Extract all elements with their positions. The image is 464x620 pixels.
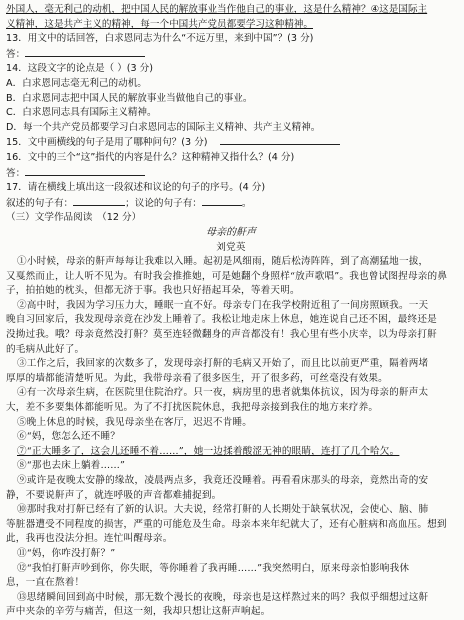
paragraph-5: ⑤晚上休息的时候，我见母亲坐在客厅，迟迟不肯睡。 xyxy=(17,416,253,428)
answer-label: 答： xyxy=(6,167,26,179)
argument-label: ；议论的句子有： xyxy=(125,197,202,209)
paragraph-9-line: 静，不要说鼾声了，就连呼吸的声音都难捕捉到。 xyxy=(6,489,222,501)
answer-blank[interactable] xyxy=(25,47,145,57)
question-17-blanks xyxy=(6,196,456,212)
narrative-label: 叙述的句子有： xyxy=(6,197,74,209)
question-17: 17．请在横线上填出这一段叙述和议论的句子的序号。(4 分) xyxy=(6,182,266,194)
passage-title: 母亲的鼾声 xyxy=(206,226,256,238)
question-16: 16．文中的三个“这”指代的内容是什么？这种精神又指什么？(4 分) xyxy=(6,151,295,163)
text-line: 义精神，这是共产主义的精神，每一个中国共产党员都要学习这种精神。 xyxy=(6,18,313,30)
paragraph-10-line: 此，我再也没法分担。连忙叫醒母亲。 xyxy=(6,533,173,545)
option-a: A．白求恩同志毫无利己的动机。 xyxy=(6,77,147,89)
period: 。 xyxy=(241,197,252,209)
text-line xyxy=(6,3,456,18)
paragraph-10-line: 等脏器遭受不同程度的损害，严重的可能危及生命。母亲本来年纪就大了，还有心脏病和高血压。想到 xyxy=(6,518,447,530)
option-b: B．白求恩同志把中国人民的解放事业当做他自己的事业。 xyxy=(6,92,253,104)
question-14: 14．这段文字的论点是（ ）(3 分) xyxy=(6,63,154,75)
section-3-heading: （三）文学作品阅读 （12 分） xyxy=(6,212,142,224)
paragraph-6: ⑥“妈，您怎么还不睡？ xyxy=(17,431,121,443)
paragraph-13-line: ⑬思绪瞬间回到高中时候，那无数个漫长的夜晚，母亲也是这样熬过来的吗？我似乎细想过这鼾 xyxy=(17,591,429,603)
answer-blank[interactable] xyxy=(25,166,145,176)
paragraph-3-line: ③工作之后，我回家的次数多了，发现母亲打鼾的毛病又开始了，而且比以前更严重，隔着两堵 xyxy=(17,358,429,370)
paragraph-9-line: ⑨或许是夜晚太安静的缘故，凌晨两点多，我竟还没睡着。再看看床那头的母亲，竟然出奇的安 xyxy=(17,475,429,486)
question-15 xyxy=(6,135,456,151)
answer-line-16 xyxy=(6,166,456,182)
paragraph-10-line: ⑩那时我对打鼾已经有了新的认识。大夫说，经常打鼾的人长期处于缺氧状况，会使心、脑、肺 xyxy=(17,504,429,516)
paragraph-12-line: ⑫“我怕打鼾声吵到你，你失眠，等你睡着了我再睡……”我突然明白，原来母亲怕影响我休 xyxy=(17,562,410,574)
paragraph-12-line: 息，一直在熬着！ xyxy=(6,577,85,589)
paragraph-2-line: 的毛病从此好了。 xyxy=(6,343,85,355)
passage-author: 刘党英 xyxy=(216,241,246,253)
argument-blank[interactable] xyxy=(202,196,242,206)
answer-label: 答： xyxy=(6,48,26,60)
option-d: D．每一个共产党员都要学习白求恩同志的国际主义精神、共产主义精神。 xyxy=(6,121,321,133)
question-13-preceding-underlined-sentence: 外国人，毫无利己的动机，把中国人民的解放事业当作他自己的事业，这是什么精神？ xyxy=(6,4,371,15)
paragraph-13-line: 声中夹杂的辛劳与痛苦，但这一刻，我却只想让这鼾声响起。 xyxy=(6,606,271,618)
narrative-blank[interactable] xyxy=(73,196,125,206)
paragraph-3-line: 厚厚的墙都能清楚听见。为此，我带母亲看了很多医生，开了很多药，可丝毫没有效果。 xyxy=(6,372,388,384)
answer-blank[interactable] xyxy=(220,135,340,145)
paragraph-1-line: ①小时候，母亲的鼾声每每让我难以入睡。起初是风细雨，随后松涛阵阵，到了高潮猛地一拔， xyxy=(17,256,429,268)
paragraph-2-line: 晚自习回家后，我发现母亲竟在沙发上睡着了。我松让地走床上休息，她连说自己还不困，最终还是 xyxy=(6,314,437,326)
question-13: 13．用文中的话回答，白求恩同志为什么“不远万里，来到中国”？(3 分) xyxy=(6,33,314,45)
paragraph-8: ⑧“那也去床上躺着……” xyxy=(17,460,126,472)
paragraph-1-line: 子，拍拍她的枕头，但都无济于事。我也只好捂起耳朵，等着天明。 xyxy=(6,285,300,297)
paragraph-11: ⑪“妈，你咋没打鼾？” xyxy=(17,547,116,559)
paragraph-7-underlined: ⑦“正大睡多了，这会儿还睡不着……”，她一边揉着酸涩无神的眼睛，连打了几个哈欠。 xyxy=(17,445,400,457)
paragraph-2-line: ②高中时，我因为学习压力大，睡眠一直不好。母亲专门在我学校附近租了一间房照顾我。一天 xyxy=(17,299,429,311)
paragraph-4-line: 大，差不多要集体都能听见。为了不打扰医院休息，我把母亲接到我住的地方来疗养。 xyxy=(6,402,379,414)
option-c: C．白求恩同志具有国际主义精神。 xyxy=(6,107,157,119)
question-15-text: 15．文中画横线的句子是用了哪种问句？(3 分) xyxy=(6,137,208,149)
answer-line-13 xyxy=(6,47,456,63)
paragraph-4-line: ④有一次母亲生病，在医院里住院治疗。只一夜，病房里的患者就集体抗议，因为母亲的鼾声太 xyxy=(17,387,429,399)
paragraph-1-line: 又戛然而止，让人听不见为。有时我会推推她，可是她翻个身照样“放声歌唱”。我也曾试图捏母亲的鼻 xyxy=(6,270,448,282)
text-run: ④这是国际主 xyxy=(370,4,428,15)
paragraph-2-line: 没拗过我。哦？母亲竟然没打鼾？莫至连轻微翻身的声音都没有！我心里有些小庆幸，以为母亲打鼾 xyxy=(6,329,437,341)
